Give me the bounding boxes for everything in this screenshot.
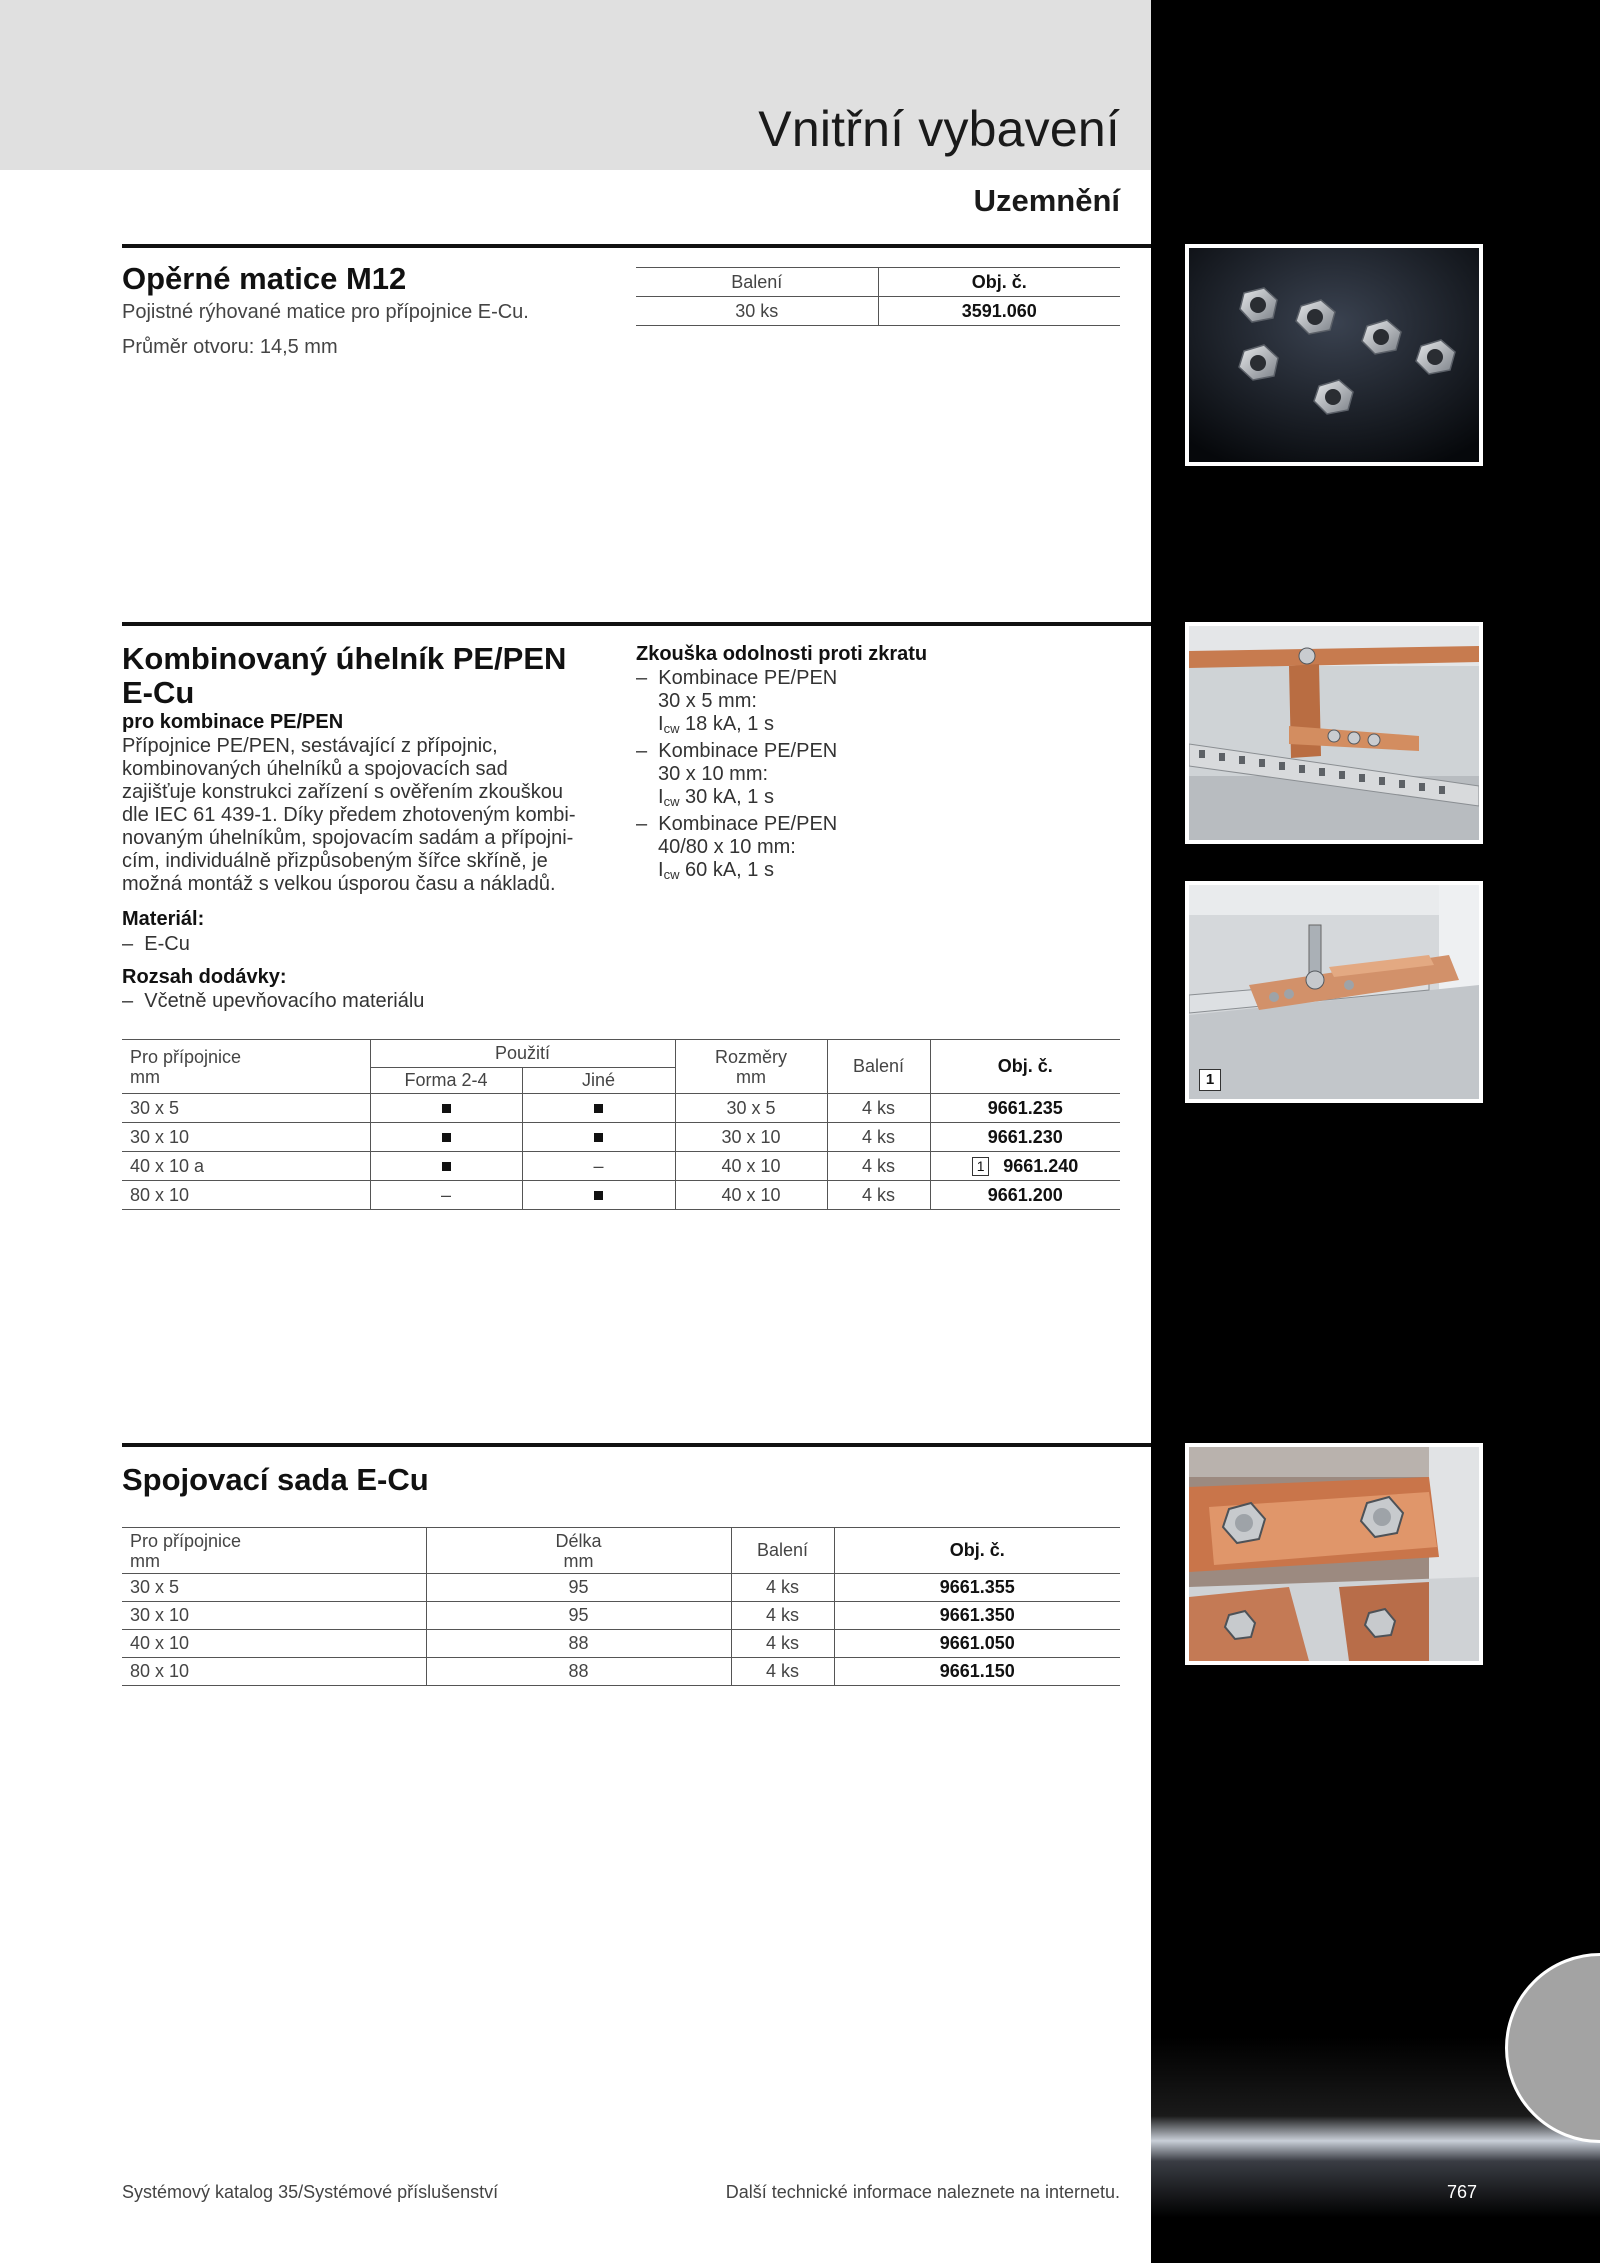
test-value xyxy=(636,859,1056,886)
test-rating: 60 kA, 1 s xyxy=(679,859,774,881)
col-other: Jiné xyxy=(522,1068,675,1094)
figure-reference-badge: 1 xyxy=(972,1157,989,1176)
divider xyxy=(122,244,1151,248)
body-line: kombinovaných úhelníků a spojovacích sad xyxy=(122,758,508,780)
connection-kit-image xyxy=(1189,1447,1479,1661)
test-size: 40/80 x 10 mm: xyxy=(658,836,796,858)
table-header-row xyxy=(636,268,1120,297)
cell-dimensions: 40 x 10 xyxy=(675,1152,827,1181)
col-use: Použití xyxy=(370,1040,675,1068)
test-name: Kombinace PE/PEN xyxy=(658,813,838,835)
cell-dimensions: 30 x 5 xyxy=(675,1094,827,1123)
body-line: novaným úhelníkům, spojovacím sadám a přípojni- xyxy=(122,827,574,849)
body-line: dle IEC 61 439-1. Díky předem zhotoveným kombi- xyxy=(122,804,576,826)
cell-order-number: 9661.050 xyxy=(834,1630,1120,1658)
order-table xyxy=(122,1527,1120,1686)
table-body xyxy=(122,1574,1120,1686)
table-row xyxy=(122,1152,1120,1181)
scope-value: Včetně upevňovacího materiálu xyxy=(144,990,425,1012)
cell-busbar: 30 x 5 xyxy=(122,1094,370,1123)
nuts-image xyxy=(1189,248,1479,462)
table-body xyxy=(122,1094,1120,1210)
col-dimensions-unit: mm xyxy=(736,1066,766,1087)
col-busbar-unit: mm xyxy=(130,1550,160,1571)
order-table xyxy=(122,1039,1120,1210)
order-table xyxy=(636,267,1120,326)
col-busbar-unit: mm xyxy=(130,1066,160,1087)
material-item: – E-Cu xyxy=(122,933,190,955)
col-busbar-label: Pro přípojnice xyxy=(130,1046,242,1067)
cell-dimensions: 30 x 10 xyxy=(675,1123,827,1152)
col-packaging: Balení xyxy=(636,268,878,297)
test-name: Kombinace PE/PEN xyxy=(658,740,838,762)
col-length xyxy=(426,1528,731,1574)
product-hole-diameter: Průměr otvoru: 14,5 mm xyxy=(122,336,338,358)
table-row xyxy=(122,1123,1120,1152)
cell-other xyxy=(522,1152,675,1181)
table-header-row xyxy=(122,1040,1120,1068)
test-symbol: I xyxy=(658,713,664,735)
test-value xyxy=(636,713,1056,740)
cell-length: 88 xyxy=(426,1630,731,1658)
col-packaging: Balení xyxy=(731,1528,834,1574)
scope-item: – Včetně upevňovacího materiálu xyxy=(122,990,425,1012)
test-list xyxy=(636,667,1056,886)
cell-packaging: 4 ks xyxy=(827,1094,930,1123)
cell-busbar: 40 x 10 xyxy=(122,1630,426,1658)
col-dimensions-label: Rozměry xyxy=(714,1046,787,1067)
product-subtitle: pro kombinace PE/PEN xyxy=(122,711,344,733)
scope-heading: Rozsah dodávky: xyxy=(122,966,287,988)
test-symbol: I xyxy=(658,859,664,881)
col-order-number: Obj. č. xyxy=(878,268,1120,297)
table-row xyxy=(122,1630,1120,1658)
dash: – xyxy=(593,1155,604,1176)
cell-form xyxy=(370,1152,522,1181)
order-number: 9661.240 xyxy=(1003,1155,1079,1176)
product-title-line1: Kombinovaný úhelník PE/PEN xyxy=(122,641,567,676)
body-line: zajišťuje konstrukci zařízení s ověřením zkouškou xyxy=(122,781,564,803)
test-size: 30 x 5 mm: xyxy=(658,690,757,712)
product-title: Spojovací sada E-Cu xyxy=(122,1462,429,1497)
cell-order-number: 9661.350 xyxy=(834,1602,1120,1630)
table-row xyxy=(122,1094,1120,1123)
product-title: Opěrné matice M12 xyxy=(122,261,407,296)
order-number: 9661.200 xyxy=(987,1184,1063,1205)
square-bullet-icon xyxy=(594,1104,603,1113)
col-busbar xyxy=(122,1040,370,1094)
test-size: 30 x 10 mm: xyxy=(658,763,769,785)
footer-info: Další technické informace naleznete na internetu. xyxy=(725,2182,1120,2202)
cell-packaging: 4 ks xyxy=(827,1181,930,1210)
material-value: E-Cu xyxy=(144,933,190,955)
cell-order-number: 9661.150 xyxy=(834,1658,1120,1686)
cell-other xyxy=(522,1123,675,1152)
cell-packaging: 4 ks xyxy=(827,1152,930,1181)
col-busbar-label: Pro přípojnice xyxy=(130,1530,242,1551)
photo-nuts xyxy=(1185,244,1483,466)
square-bullet-icon xyxy=(442,1133,451,1142)
material-heading: Materiál: xyxy=(122,908,205,930)
product-body xyxy=(122,735,602,896)
col-length-label: Délka xyxy=(555,1530,602,1551)
cell-busbar: 30 x 5 xyxy=(122,1574,426,1602)
cell-packaging: 4 ks xyxy=(731,1630,834,1658)
cell-order-number xyxy=(930,1152,1120,1181)
col-form: Forma 2-4 xyxy=(370,1068,522,1094)
footer-catalog: Systémový katalog 35/Systémové příslušenství xyxy=(122,2182,499,2202)
product-title-line2: E-Cu xyxy=(122,675,195,710)
page-title: Vnitřní vybavení xyxy=(758,101,1120,157)
cell-form xyxy=(370,1123,522,1152)
table-row xyxy=(122,1181,1120,1210)
cell-length: 95 xyxy=(426,1574,731,1602)
divider xyxy=(122,622,1151,626)
col-order-number: Obj. č. xyxy=(930,1040,1120,1094)
cell-busbar: 40 x 10 a xyxy=(122,1152,370,1181)
table-row xyxy=(636,297,1120,326)
photo-connection-kit xyxy=(1185,1443,1483,1665)
cell-form xyxy=(370,1181,522,1210)
cell-packaging: 4 ks xyxy=(731,1574,834,1602)
cell-busbar: 30 x 10 xyxy=(122,1602,426,1630)
cell-order-number: 9661.355 xyxy=(834,1574,1120,1602)
list-item: – Kombinace PE/PEN xyxy=(636,740,838,762)
square-bullet-icon xyxy=(594,1133,603,1142)
order-number: 9661.230 xyxy=(987,1126,1063,1147)
cell-packaging: 30 ks xyxy=(636,297,878,326)
col-busbar xyxy=(122,1528,426,1574)
table-row xyxy=(122,1658,1120,1686)
photo-combined-angle-2 xyxy=(1185,881,1483,1103)
square-bullet-icon xyxy=(594,1191,603,1200)
cell-packaging: 4 ks xyxy=(827,1123,930,1152)
cell-packaging: 4 ks xyxy=(731,1602,834,1630)
cell-busbar: 30 x 10 xyxy=(122,1123,370,1152)
cell-order-number xyxy=(930,1094,1120,1123)
photo-combined-angle-1 xyxy=(1185,622,1483,844)
cell-form xyxy=(370,1094,522,1123)
cell-packaging: 4 ks xyxy=(731,1658,834,1686)
col-dimensions xyxy=(675,1040,827,1094)
figure-badge: 1 xyxy=(1199,1069,1221,1091)
busbar-assembly-image xyxy=(1189,885,1479,1099)
cell-order-number: 3591.060 xyxy=(878,297,1120,326)
body-line: Přípojnice PE/PEN, sestávající z přípojnic, xyxy=(122,735,498,757)
order-number: 9661.235 xyxy=(987,1097,1063,1118)
cell-length: 88 xyxy=(426,1658,731,1686)
test-symbol-sub: cw xyxy=(663,867,680,882)
test-value xyxy=(636,786,1056,813)
test-symbol: I xyxy=(658,786,664,808)
cell-busbar: 80 x 10 xyxy=(122,1658,426,1686)
body-line: cím, individuálně přizpůsobeným šířce skříně, je xyxy=(122,850,548,872)
product-title xyxy=(122,642,566,710)
square-bullet-icon xyxy=(442,1162,451,1171)
product-description: Pojistné rýhované matice pro přípojnice E-Cu. xyxy=(122,301,529,323)
page-number: 767 xyxy=(1447,2182,1478,2202)
test-symbol-sub: cw xyxy=(663,794,680,809)
cell-order-number xyxy=(930,1181,1120,1210)
busbar-assembly-image xyxy=(1189,626,1479,840)
table-row xyxy=(122,1574,1120,1602)
table-header-row xyxy=(122,1528,1120,1574)
list-item: – Kombinace PE/PEN xyxy=(636,813,838,835)
section-title: Uzemnění xyxy=(973,183,1120,218)
divider xyxy=(122,1443,1151,1447)
table-row xyxy=(122,1602,1120,1630)
cell-length: 95 xyxy=(426,1602,731,1630)
col-order-number: Obj. č. xyxy=(834,1528,1120,1574)
cell-other xyxy=(522,1181,675,1210)
cell-order-number xyxy=(930,1123,1120,1152)
square-bullet-icon xyxy=(442,1104,451,1113)
cell-dimensions: 40 x 10 xyxy=(675,1181,827,1210)
cell-other xyxy=(522,1094,675,1123)
test-symbol-sub: cw xyxy=(663,721,680,736)
test-name: Kombinace PE/PEN xyxy=(658,667,838,689)
col-packaging: Balení xyxy=(827,1040,930,1094)
cell-busbar: 80 x 10 xyxy=(122,1181,370,1210)
test-heading: Zkouška odolnosti proti zkratu xyxy=(636,643,928,665)
col-length-unit: mm xyxy=(563,1550,594,1571)
test-rating: 18 kA, 1 s xyxy=(679,713,774,735)
dash: – xyxy=(440,1184,451,1205)
body-line: možná montáž s velkou úsporou času a nákladů. xyxy=(122,873,556,895)
test-rating: 30 kA, 1 s xyxy=(679,786,774,808)
list-item: – Kombinace PE/PEN xyxy=(636,667,838,689)
